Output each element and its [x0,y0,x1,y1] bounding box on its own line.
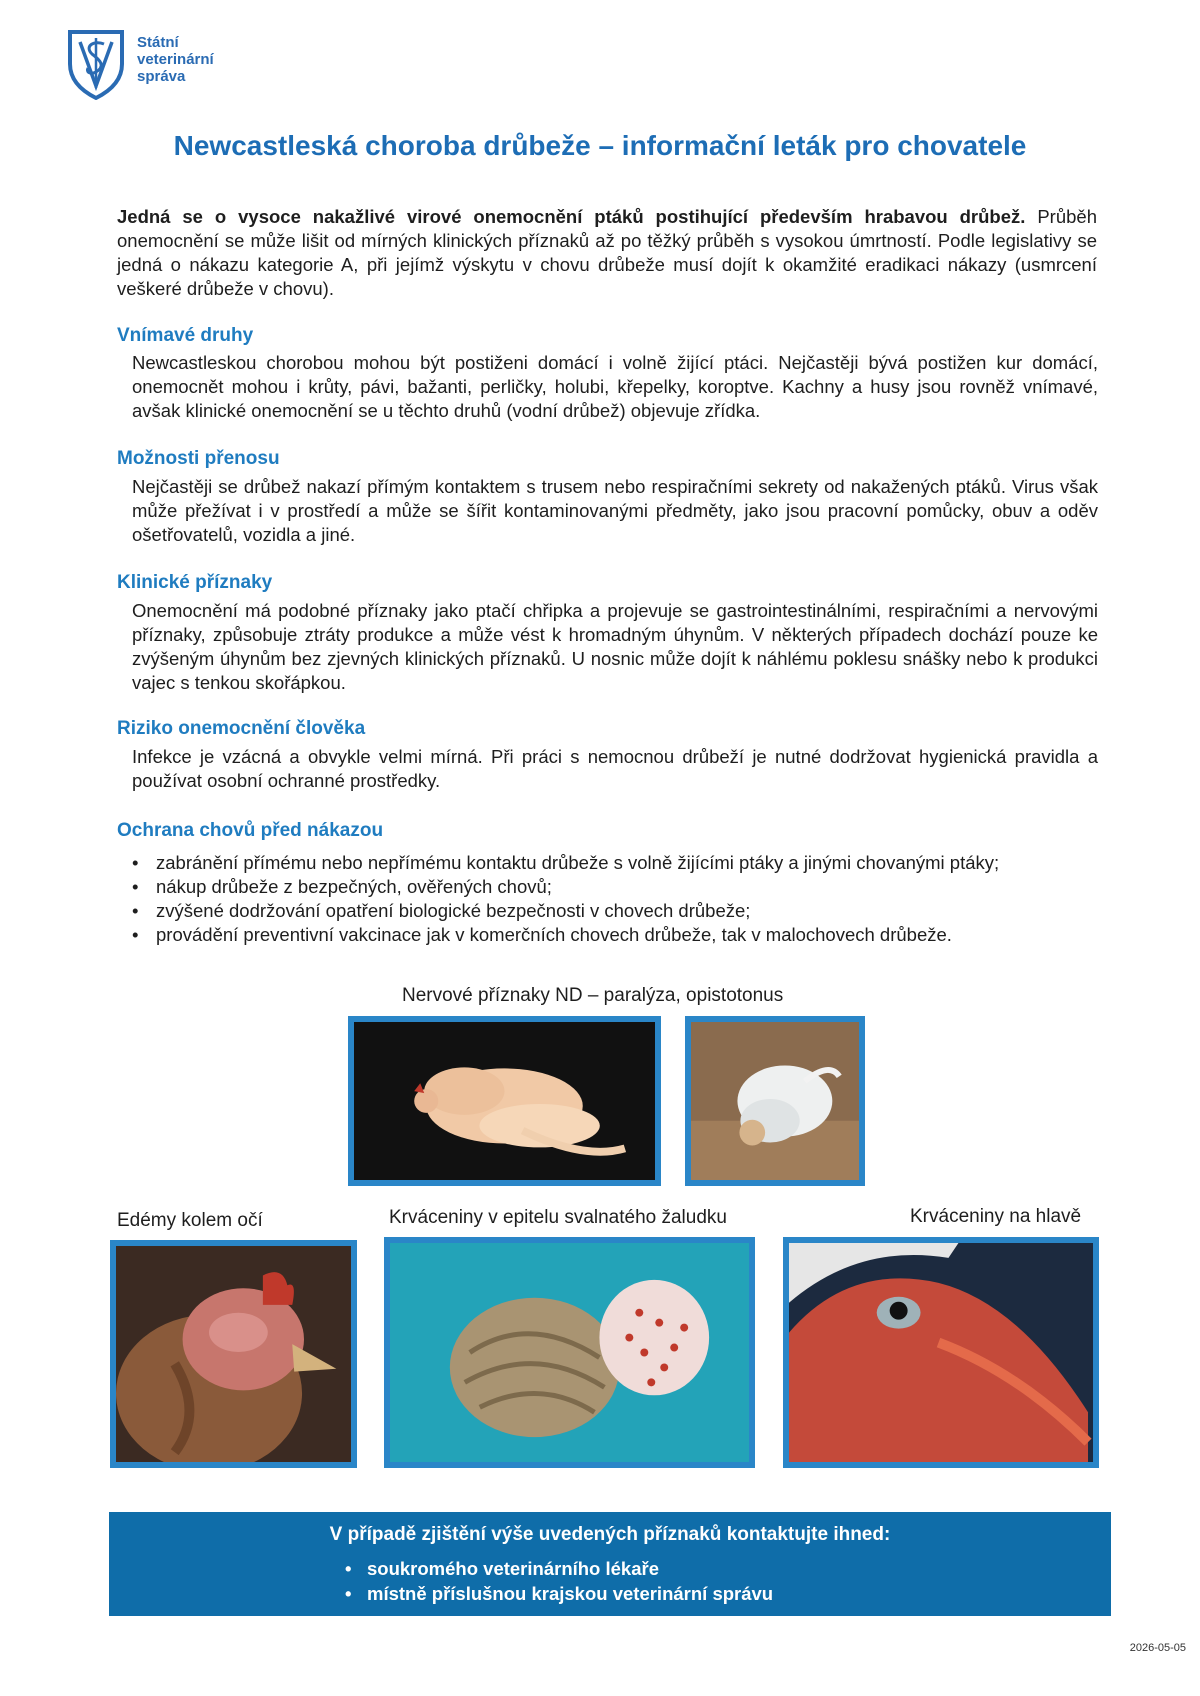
protection-list [132,851,1098,947]
svs-logo-icon [66,28,126,100]
contact-heading: V případě zjištění výše uvedených příznaků kontaktujte ihned: [329,1524,891,1545]
list-item: • místně příslušnou krajskou veterinární správu [345,1581,1111,1606]
caption-head: Krváceniny na hlavě [910,1206,1082,1227]
section-text-clinical-signs: Onemocnění má podobné příznaky jako ptačí chřipka a projevuje se gastrointestinálními, respiračními a nervovými příznaky, způsobuje ztráty produkce a může vést k hromadným úhynům. V některých případech dochází pouze ke zvýšeným úhynům bez zjevných klinických příznaků. U nosnic může dojít k náhlému poklesu snášky nebo k produkci vajec s tenkou skořápkou. [132,600,1098,693]
page-title: Newcastleská choroba drůbeže – informační leták pro chovatele [173,130,1027,161]
section-heading-transmission: Možnosti přenosu [117,448,280,469]
section-heading-susceptible-species: Vnímavé druhy [117,325,254,346]
contact-box [109,1512,1111,1616]
photo-edema [110,1240,357,1468]
date-stamp: 2026-05-05 [1129,1642,1186,1654]
section-text-human-risk: Infekce je vzácná a obvykle velmi mírná. Při práci s nemocnou drůbeží je nutné dodržovat hygienická pravidla a používat osobní ochranné prostředky. [132,746,1098,791]
contact-list [345,1556,1111,1606]
list-item: • soukromého veterinárního lékaře [345,1556,1111,1581]
section-text-susceptible-species: Newcastleskou chorobou mohou být postiženi domácí i volně žijící ptáci. Nejčastěji bývá postižen kur domácí, onemocnět mohou i krůty, pávi, bažanti, perličky, holubi, křepelky, koroptve. Kachny a husy jsou rovněž vnímavé, avšak klinické onemocnění se u těchto druhů (vodní drůbež) objevuje zřídka. [132,352,1098,421]
photo-opisthotonus [685,1016,865,1186]
caption-stomach: Krváceniny v epitelu svalnatého žaludku [389,1207,727,1228]
section-heading-human-risk: Riziko onemocnění člověka [117,718,366,739]
photo-stomach [384,1237,755,1468]
list-item: • provádění preventivní vakcinace jak v komerčních chovech drůbeže, tak v malochovech drůbeže. [132,923,1098,947]
brand-name-line: Státní [137,34,179,51]
caption-nervous-signs: Nervové příznaky ND – paralýza, opistotonus [402,985,784,1006]
list-item: • zvýšené dodržování opatření biologické bezpečnosti v chovech drůbeže; [132,899,1098,923]
brand-name [137,34,214,85]
caption-edema: Edémy kolem očí [117,1210,263,1231]
section-text-transmission: Nejčastěji se drůbež nakazí přímým kontaktem s trusem nebo respiračními sekrety od nakažených ptáků. Virus však může přežívat i v prostředí a může se šířit kontaminovanými předměty, jako jsou pracovní pomůcky, obuv a oděv ošetřovatelů, vozidla a jiné. [132,476,1098,545]
intro-paragraph [117,205,1097,301]
photo-paralysis [348,1016,661,1186]
section-heading-clinical-signs: Klinické příznaky [117,572,273,593]
photo-head [783,1237,1099,1468]
list-item: • zabránění přímému nebo nepřímému kontaktu drůbeže s volně žijícími ptáky a jinými chovanými ptáky; [132,851,1098,875]
section-heading-protection: Ochrana chovů před nákazou [117,820,384,841]
intro-text: Průběh onemocnění se může lišit od mírných klinických příznaků až po těžký průběh s vysokou úmrtností. Podle legislativy se jedná o nákazu kategorie A, při jejímž výskytu v chovu drůbeže musí dojít k okamžité eradikaci nákazy (usmrcení veškeré drůbeže v chovu). [117,206,1097,299]
brand-name-line: veterinární [137,51,214,68]
list-item: • nákup drůbeže z bezpečných, ověřených chovů; [132,875,1098,899]
intro-bold: Jedná se o vysoce nakažlivé virové onemocnění ptáků postihující především hrabavou drůbež. [117,206,1026,227]
brand-name-line: správa [137,68,186,85]
